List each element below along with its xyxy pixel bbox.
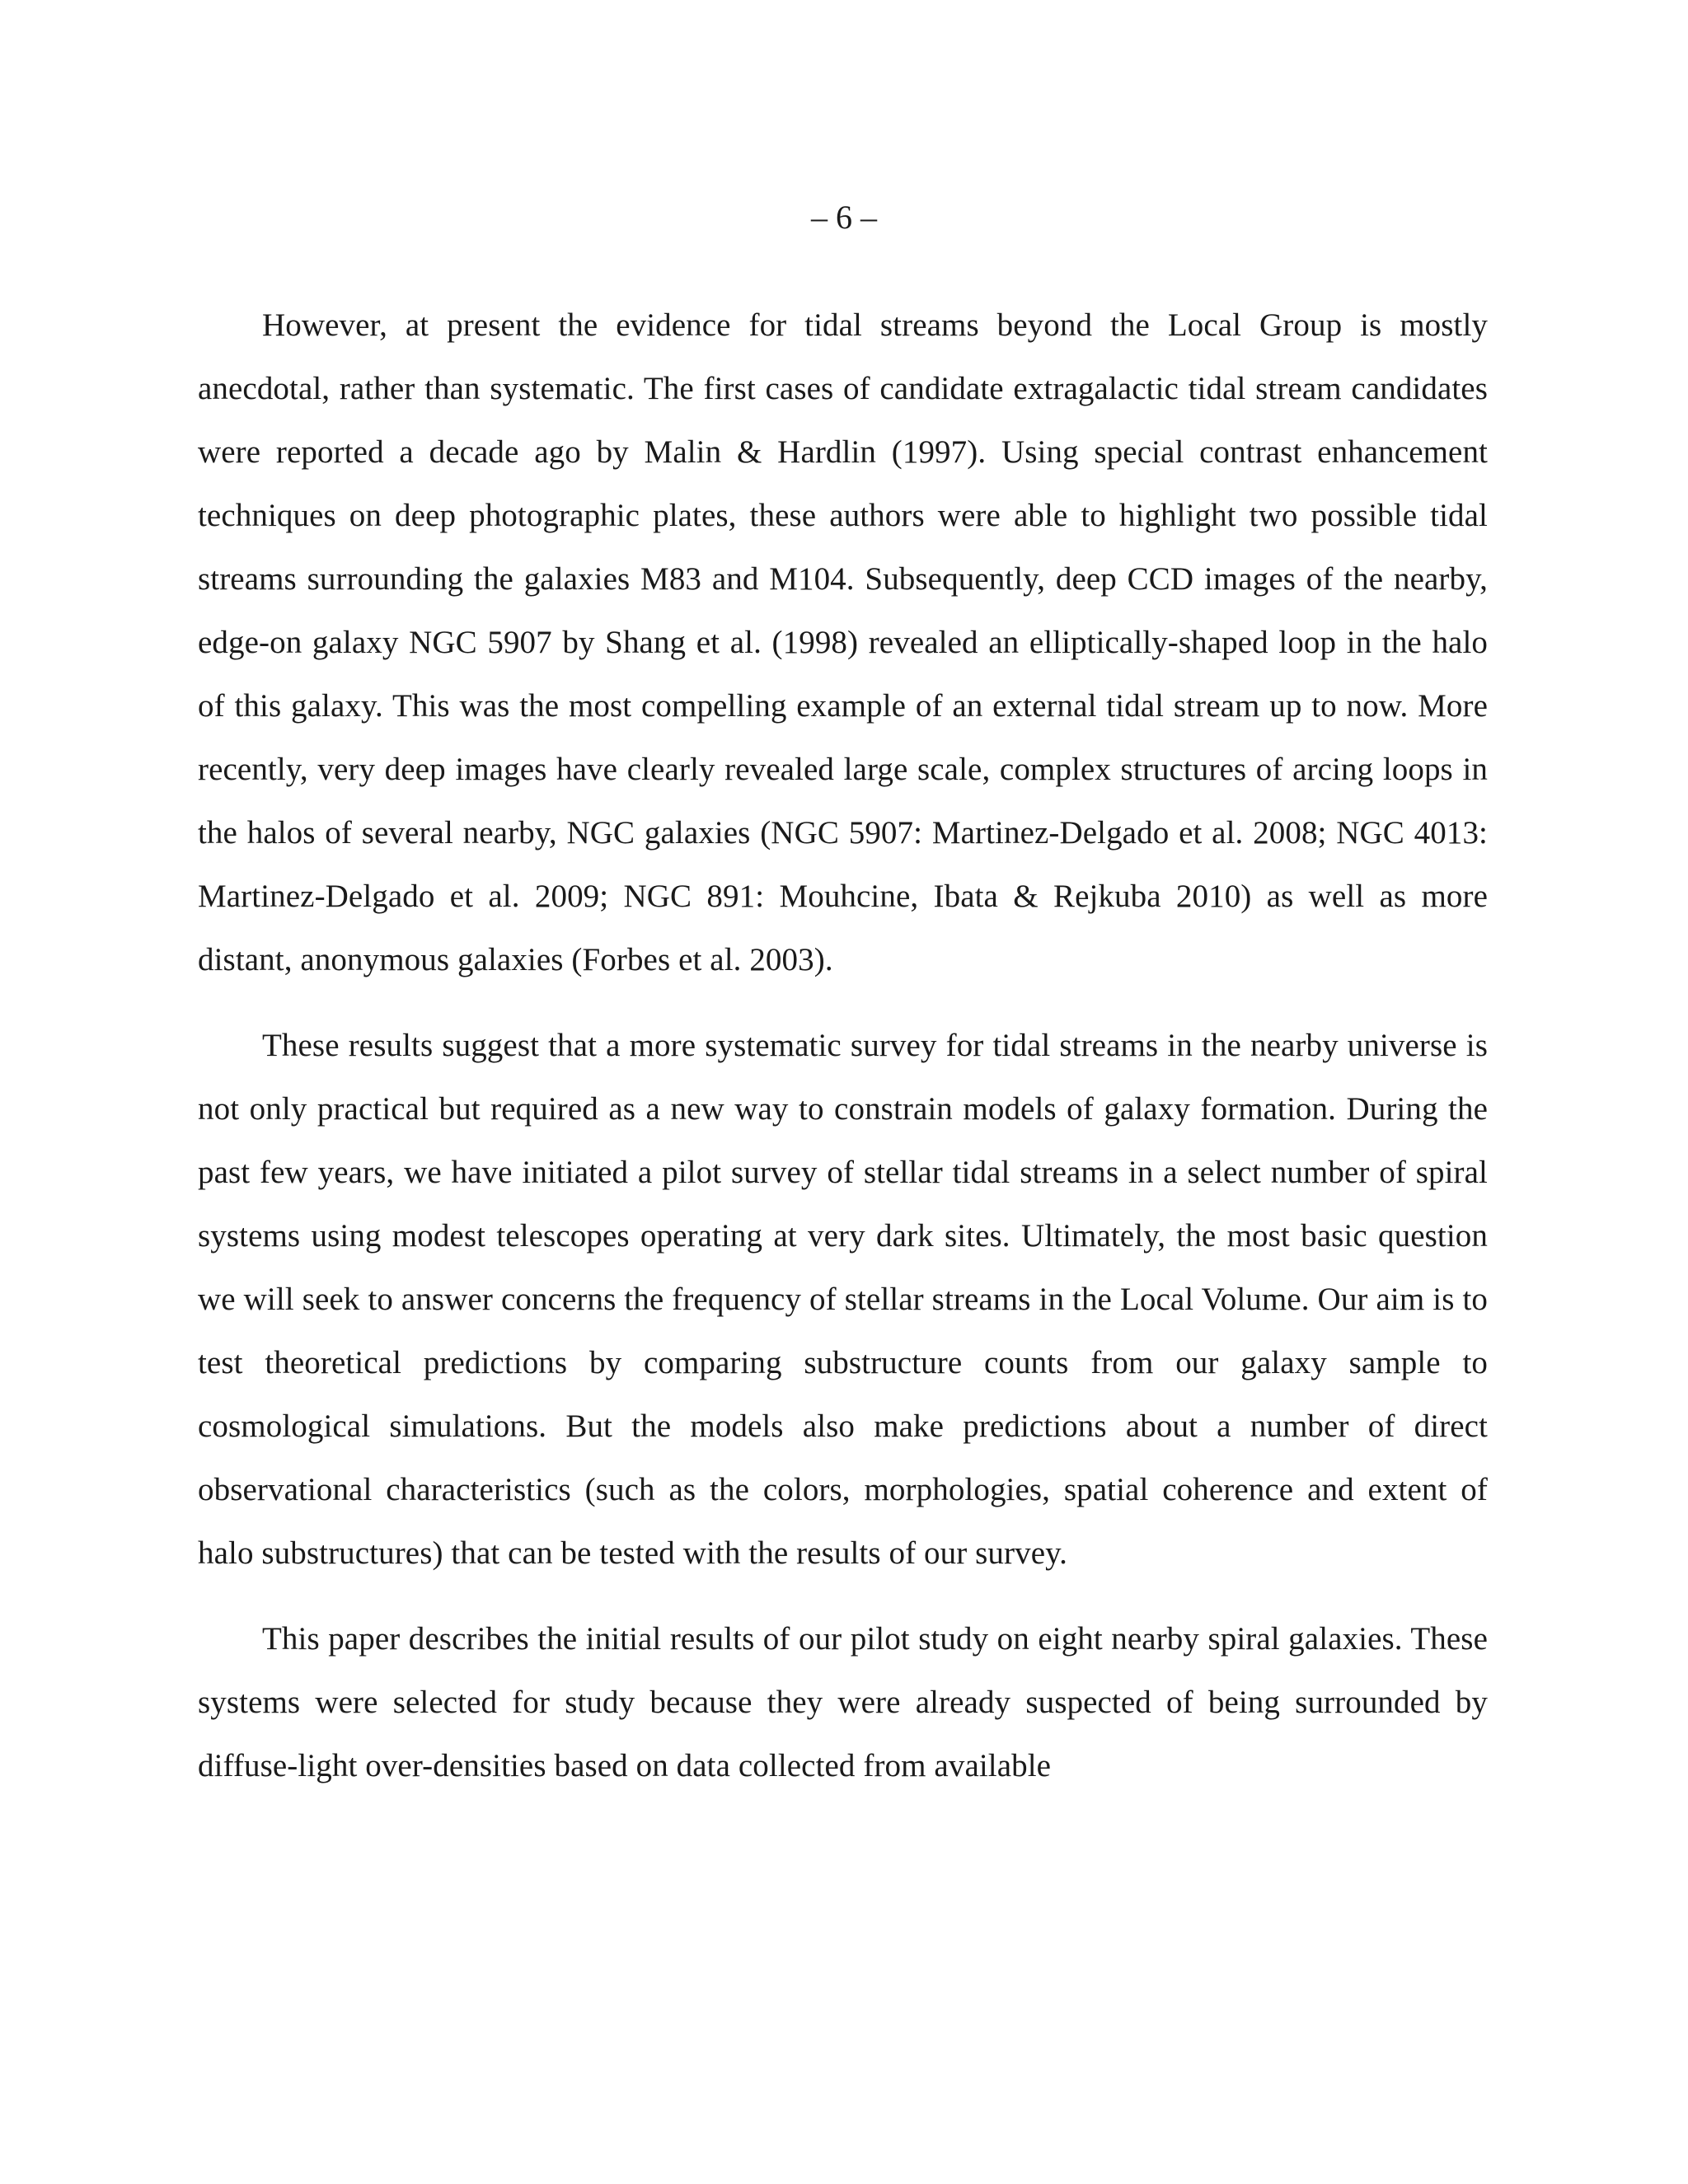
paragraph-systematic-survey: These results suggest that a more systematic survey for tidal streams in the nearby universe is not only practical but required as a new way to constrain models of galaxy formation. During the past few years, we have initiated a pilot survey of stellar tidal streams in a select number of spiral systems using modest telescopes operating at very dark sites. Ultimately, the most basic question we will seek to answer concerns the frequency of stellar streams in the Local Volume. Our aim is to test theoretical predictions by comparing substructure counts from our galaxy sample to cosmological simulations. But the models also make predictions about a number of direct observational characteristics (such as the colors, morphologies, spatial coherence and extent of halo substructures) that can be tested with the results of our survey. bbox=[198, 1028, 1488, 1571]
paragraph-tidal-streams-evidence: However, at present the evidence for tidal streams beyond the Local Group is mostly anecdotal, rather than systematic. The first cases of candidate extragalactic tidal stream candidates were reported a decade ago by Malin & Hardlin (1997). Using special contrast enhancement techniques on deep photographic plates, these authors were able to highlight two possible tidal streams surrounding the galaxies M83 and M104. Subsequently, deep CCD images of the nearby, edge-on galaxy NGC 5907 by Shang et al. (1998) revealed an elliptically-shaped loop in the halo of this galaxy. This was the most compelling example of an external tidal stream up to now. More recently, very deep images have clearly revealed large scale, complex structures of arcing loops in the halos of several nearby, NGC galaxies (NGC 5907: Martinez-Delgado et al. 2008; NGC 4013: Martinez-Delgado et al. 2009; NGC 891: Mouhcine, Ibata & Rejkuba 2010) as well as more distant, anonymous galaxies (Forbes et al. 2003). bbox=[198, 307, 1488, 977]
page-number: – 6 – bbox=[811, 199, 877, 236]
body-text bbox=[198, 293, 1488, 1820]
paragraph-pilot-study: This paper describes the initial results of our pilot study on eight nearby spiral galaxies. These systems were selected for study because they were already suspected of being surrounded by diffuse-light over-densities based on data collected from available bbox=[198, 1621, 1488, 1783]
